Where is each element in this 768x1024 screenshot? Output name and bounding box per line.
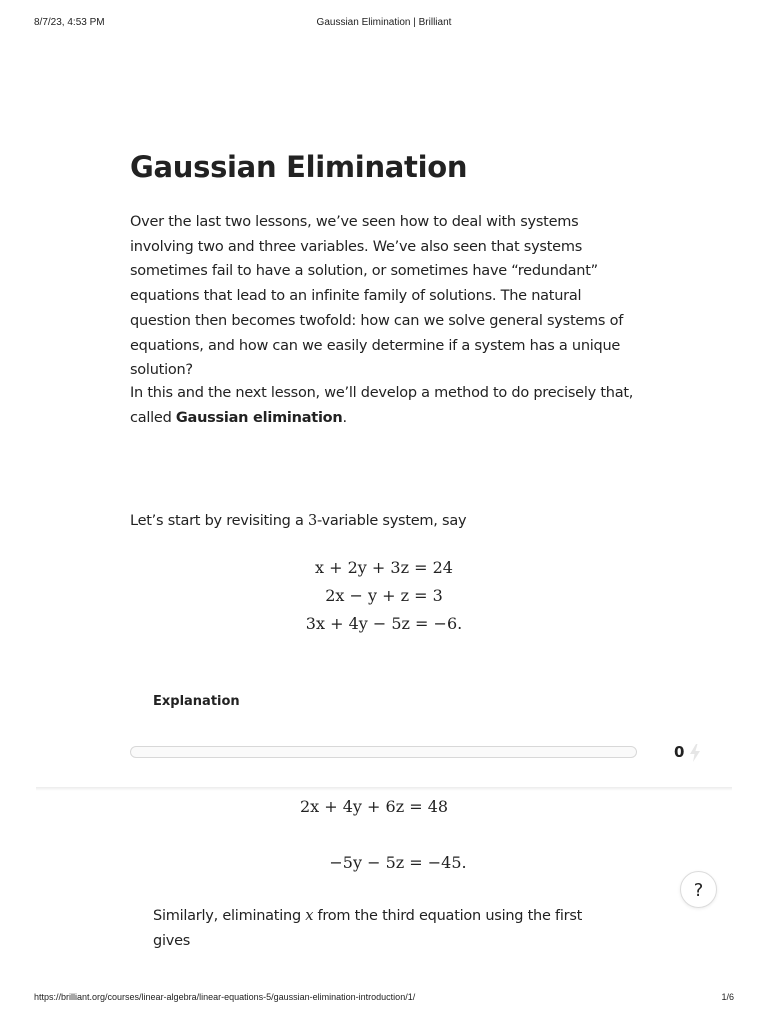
scrolled-equation-doubled [0, 793, 768, 821]
help-button[interactable]: ? [680, 871, 717, 908]
revisit-number: 3 [307, 513, 317, 529]
lesson-title: Gaussian Elimination [130, 150, 468, 184]
doubled-equation: 2x + 4y + 6z = 48 [299, 797, 449, 816]
method-name: Gaussian elimination [175, 409, 343, 426]
similarly-text-end: from the third equation using the first gives [153, 908, 583, 949]
intro-paragraph: Over the last two lessons, we’ve seen how to deal with systems involving two and three variables. We’ve also seen that systems sometimes fail to have a solution, or sometimes have “redundant” equations that lead to an infinite family of solutions. The natural question then becomes twofold: how can we solve general systems of equations, and how can we easily determine if a system has a unique solution? [130, 214, 624, 379]
similarly-paragraph [153, 904, 603, 953]
revisit-text-start: Let’s start by revisiting a [130, 513, 308, 529]
equation-system [0, 554, 768, 638]
energy-count: 0 [674, 743, 685, 761]
method-text-start: In this and the next lesson, we’ll develop a method to do precisely that, called [130, 385, 634, 426]
equation-3: 3x + 4y − 5z = −6. [305, 614, 463, 633]
revisit-text-end: -variable system, say [316, 513, 467, 529]
equation-1: x + 2y + 3z = 24 [315, 558, 453, 577]
print-page-number: 1/6 [721, 992, 734, 1002]
print-page-title: Gaussian Elimination | Brilliant [316, 17, 452, 28]
revisit-paragraph [130, 509, 640, 534]
print-header [34, 17, 734, 31]
similarly-variable: x [305, 908, 314, 924]
similarly-text-start: Similarly, eliminating [153, 908, 306, 924]
result-equation: −5y − 5z = −45. [329, 853, 467, 872]
explanation-heading: Explanation [153, 694, 240, 709]
progress-bar [130, 746, 637, 758]
method-paragraph [130, 381, 640, 430]
scrolled-equation-result [0, 849, 768, 877]
bolt-icon [689, 744, 701, 762]
toolbar-divider [36, 787, 732, 791]
print-datetime: 8/7/23, 4:53 PM [34, 17, 105, 28]
print-footer [34, 992, 734, 1006]
print-url: https://brilliant.org/courses/linear-algebra/linear-equations-5/gaussian-elimination-introduction/1/ [34, 992, 416, 1002]
method-text-end: . [342, 409, 347, 426]
equation-2: 2x − y + z = 3 [325, 586, 443, 605]
